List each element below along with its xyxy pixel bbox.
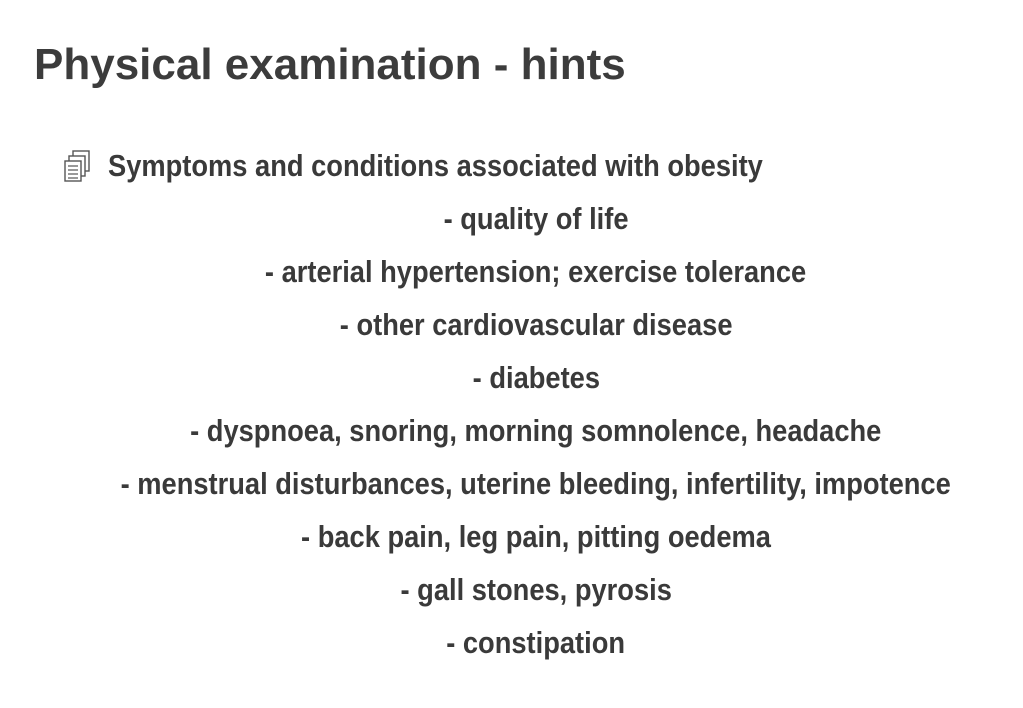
list-item-text: - quality of life [443, 201, 629, 236]
list-item [48, 253, 1023, 306]
list-item [48, 306, 1023, 359]
list-item [48, 624, 1023, 677]
list-item-text: - dyspnoea, snoring, morning somnolence, headache [190, 413, 882, 448]
bullet-text: Symptoms and conditions associated with obesity [108, 148, 763, 183]
list-item [48, 518, 1023, 571]
list-item-text: - menstrual disturbances, uterine bleeding, infertility, impotence [120, 466, 952, 501]
list-item-text: - diabetes [472, 360, 600, 395]
list-item-text: - back pain, leg pain, pitting oedema [301, 519, 771, 554]
list-item-text: - arterial hypertension; exercise tolerance [265, 254, 807, 289]
list-item [48, 200, 1023, 253]
list-item [48, 359, 1023, 412]
stacked-documents-icon [62, 149, 92, 183]
list-item [48, 465, 1023, 518]
slide-title: Physical examination - hints [34, 40, 626, 89]
bullet-heading [62, 148, 852, 184]
list-item-text: - constipation [446, 625, 626, 660]
list-item-text: - gall stones, pyrosis [400, 572, 672, 607]
symptom-list [48, 200, 1023, 677]
list-item [48, 412, 1023, 465]
list-item-text: - other cardiovascular disease [339, 307, 733, 342]
list-item [48, 571, 1023, 624]
